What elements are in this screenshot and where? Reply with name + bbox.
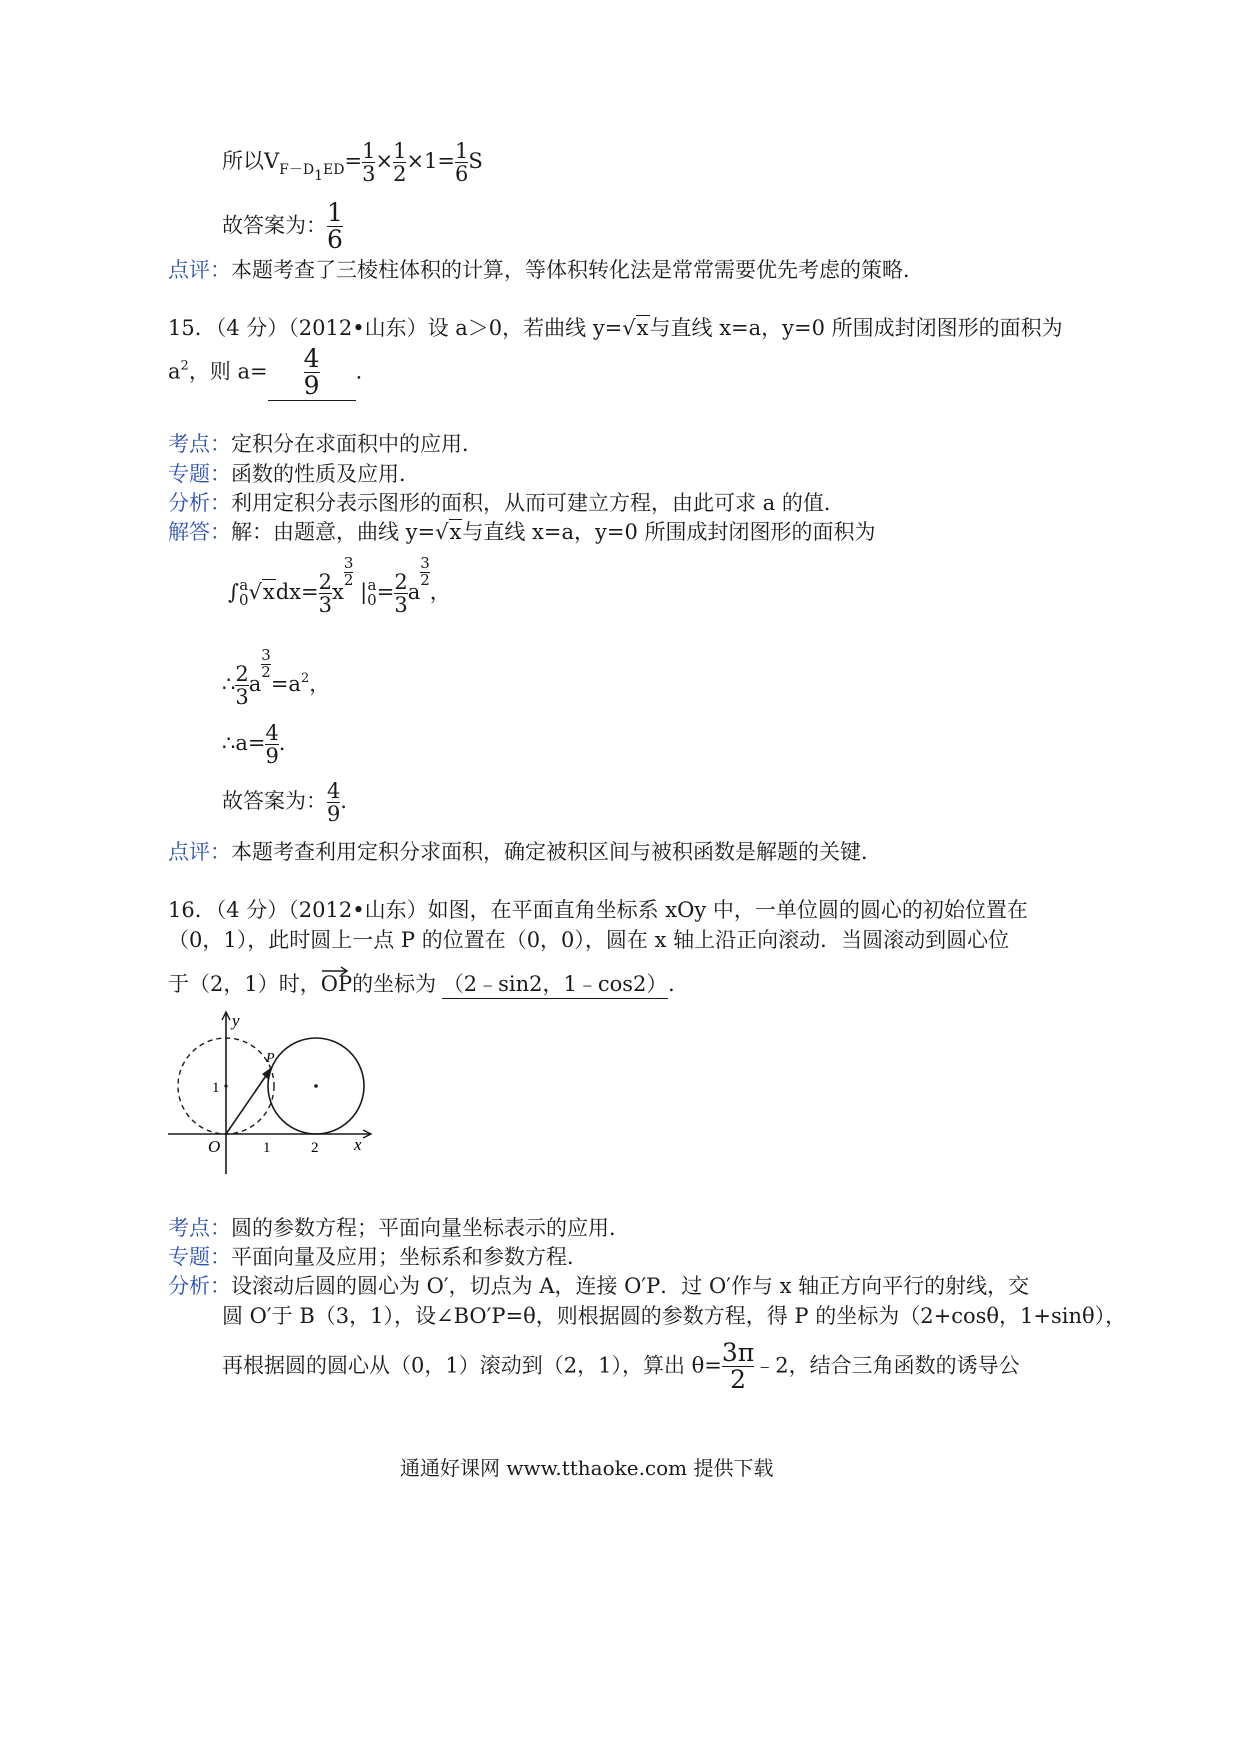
eq-sign: = <box>376 579 395 604</box>
dianping-text: 本题考查利用定积分求面积，确定被积区间与被积函数是解题的关键． <box>231 840 882 864</box>
vector-op-line <box>226 1067 272 1134</box>
q16-line3 <box>168 968 689 999</box>
numerator: 4 <box>327 779 341 803</box>
origin-label: O <box>208 1137 221 1156</box>
fraction <box>319 571 332 616</box>
volume-sub3: ED <box>323 162 345 179</box>
q15-kaodian <box>168 428 483 458</box>
numerator: 2 <box>394 569 408 594</box>
denominator: 9 <box>265 744 279 769</box>
q16-fenxi-line2: 圆 O′于 B（3，1），设∠BO′P=θ，则根据圆的参数方程，得 P 的坐标为（2+cosθ，1+sinθ）， <box>222 1304 1127 1328</box>
y-tick-1: 1 <box>212 1080 220 1096</box>
denominator: 3 <box>394 592 408 617</box>
lower-limit: 0 <box>367 591 377 610</box>
fenxi-label: 分析： <box>168 1274 231 1298</box>
denominator: 3 <box>362 162 376 187</box>
comma: ， <box>309 671 331 696</box>
numerator: 1 <box>393 139 407 163</box>
rolling-circle-figure <box>166 1008 381 1178</box>
q16-zhuanti <box>168 1241 588 1271</box>
integral-sign: ∫ <box>228 579 239 604</box>
integral-line: ∫ a 0 √xdx= $\frac{2}{3}$ x $\frac{3}{2}$ | a 0 = $\frac{2}{3}$ a $\frac{3}{2}$ ， <box>228 554 451 617</box>
numerator: 3π <box>721 1338 755 1367</box>
eq-a: =a <box>270 671 301 696</box>
kaodian-label: 考点： <box>168 1216 231 1240</box>
q15-line1: 15．（4 分）（2012•山东）设 a＞0，若曲线 y=√x与直线 x=a，y=0 所围成封闭图形的面积为 <box>168 316 1063 340</box>
period: ． <box>355 359 377 384</box>
numerator: 3 <box>343 554 354 572</box>
initial-center <box>224 1084 227 1087</box>
sqrt-x: x <box>636 316 649 340</box>
therefore-sign: ∴ <box>222 671 236 696</box>
prev-comment <box>168 254 924 284</box>
fenxi-text: 利用定积分表示图形的面积，从而可建立方程，由此可求 a 的值． <box>231 491 845 515</box>
q15-answer-line <box>222 780 361 825</box>
zhuanti-label: 专题： <box>168 462 231 486</box>
answer-blank <box>268 346 356 401</box>
q15-text-a: 15．（4 分）（2012•山东）设 a＞0，若曲线 y= <box>168 316 623 340</box>
volume-line <box>222 140 483 185</box>
fraction <box>265 722 278 767</box>
x-tick-2: 2 <box>311 1140 319 1156</box>
sqrt-x: x <box>449 520 462 544</box>
integral-limits <box>238 575 249 610</box>
q16-line1: 16．（4 分）（2012•山东）如图，在平面直角坐标系 xOy 中，一单位圆的圆心的初始位置在 <box>168 898 1028 922</box>
denominator: 2 <box>261 662 271 681</box>
page-footer: 通通好课网 www.tthaoke.com 提供下载 <box>400 1456 774 1480</box>
numerator: 1 <box>455 139 469 163</box>
x-var: x <box>332 579 344 604</box>
numerator: 4 <box>303 344 320 373</box>
zhuanti-text: 函数的性质及应用． <box>231 462 420 486</box>
q15-line2 <box>168 346 377 401</box>
answer-prefix: 故答案为： <box>222 789 327 814</box>
therefore-line-1 <box>222 648 330 708</box>
theta-fraction <box>722 1340 754 1394</box>
fenxi-text-1: 设滚动后圆的圆心为 O′，切点为 A，连接 O′P．过 O′作与 x 轴正方向平行的射线，交 <box>231 1274 1030 1298</box>
q15-jieda: 解答：解：由题意，曲线 y=√x与直线 x=a，y=0 所围成封闭图形的面积为 <box>168 520 876 544</box>
denominator: 2 <box>420 570 430 589</box>
point-p-label: P <box>266 1051 275 1066</box>
vector-op <box>321 972 352 996</box>
a-var: a <box>407 579 421 604</box>
denominator: 6 <box>327 225 343 255</box>
q16-text-a: 于（2，1）时， <box>168 972 321 996</box>
blank-fraction <box>304 346 320 400</box>
period: ． <box>668 972 690 996</box>
zhuanti-label: 专题： <box>168 1245 231 1269</box>
x-label: x <box>354 1135 362 1154</box>
zhuanti-text: 平面向量及应用；坐标系和参数方程． <box>231 1245 588 1269</box>
kaodian-text: 圆的参数方程；平面向量坐标表示的应用． <box>231 1216 630 1240</box>
numerator: 3 <box>261 646 271 664</box>
lower-limit: 0 <box>238 591 249 610</box>
q15-text-c: ，则 a= <box>188 359 268 384</box>
q15-text-b: 与直线 x=a，y=0 所围成封闭图形的面积为 <box>649 316 1063 340</box>
volume-sub2: 1 <box>314 168 324 185</box>
q15-fenxi <box>168 487 845 517</box>
fraction <box>394 571 407 616</box>
fenxi-text-3a: 再根据圆的圆心从（0，1）滚动到（2，1），算出 θ= <box>222 1353 722 1378</box>
a-var: a <box>248 671 262 696</box>
kaodian-label: 考点： <box>168 432 231 456</box>
q16-line2: （0，1），此时圆上一点 P 的位置在（0，0），圆在 x 轴上沿正向滚动．当圆滚动到圆心位 <box>168 928 1010 952</box>
numerator: 3 <box>420 554 430 572</box>
q16-fenxi-line3 <box>222 1340 1020 1394</box>
numerator: 2 <box>235 661 249 686</box>
period: ． <box>278 731 300 756</box>
denominator: 2 <box>343 570 354 589</box>
x-tick-1: 1 <box>263 1140 271 1156</box>
numerator: 1 <box>362 139 376 163</box>
numerator: 2 <box>318 569 332 594</box>
y-label: y <box>232 1011 240 1030</box>
period: ． <box>340 789 362 814</box>
numerator: 4 <box>265 721 279 745</box>
vector-label: OP <box>320 972 353 996</box>
exponent-fraction <box>420 556 430 589</box>
times-sign: ×1= <box>406 149 456 174</box>
therefore-a-eq: ∴a= <box>222 731 266 756</box>
comma: ， <box>429 579 451 604</box>
exponent-fraction <box>261 648 271 681</box>
exponent-fraction <box>344 556 354 589</box>
volume-sub: F－D <box>279 162 315 179</box>
denominator: 2 <box>393 162 407 187</box>
jieda-label: 解答： <box>168 520 231 544</box>
fraction <box>362 140 375 185</box>
fraction <box>235 663 248 708</box>
answer-fraction <box>327 780 340 825</box>
fraction <box>393 140 406 185</box>
denominator: 3 <box>235 684 249 709</box>
fraction <box>455 140 468 185</box>
denominator: 3 <box>318 592 332 617</box>
q15-dianping <box>168 836 882 866</box>
fenxi-label: 分析： <box>168 491 231 515</box>
numerator: 1 <box>327 198 343 227</box>
q16-kaodian <box>168 1212 630 1242</box>
a-var: a <box>168 359 181 384</box>
times-sign: × <box>375 149 394 174</box>
upper-limit: a <box>239 575 249 594</box>
dianping-label: 点评： <box>168 840 231 864</box>
denominator: 2 <box>722 1366 754 1393</box>
kaodian-text: 定积分在求面积中的应用． <box>231 432 483 456</box>
dx: dx= <box>275 579 319 604</box>
volume-prefix: 所以V <box>222 149 280 174</box>
answer-blank: （2﹣sin2，1﹣cos2） <box>442 968 668 999</box>
jieda-text-b: 与直线 x=a，y=0 所围成封闭图形的面积为 <box>462 520 876 544</box>
comment-label: 点评： <box>168 258 231 282</box>
s-symbol: S <box>468 149 483 174</box>
upper-limit: a <box>367 575 377 594</box>
q16-fenxi-line1 <box>168 1270 1029 1300</box>
eval-limits <box>367 575 377 610</box>
superscript: 2 <box>180 358 189 374</box>
rolled-center <box>314 1084 318 1088</box>
vector-arrow-icon <box>321 966 349 976</box>
comment-text: 本题考查了三棱柱体积的计算，等体积转化法是常常需要优先考虑的策略． <box>231 258 924 282</box>
answer-fraction <box>327 200 343 254</box>
therefore-line-2 <box>222 722 300 767</box>
fenxi-text-3b: ﹣2，结合三角函数的诱导公 <box>754 1353 1020 1378</box>
q15-zhuanti <box>168 458 420 488</box>
denominator: 6 <box>455 162 469 187</box>
jieda-text-a: 解：由题意，曲线 y= <box>231 520 436 544</box>
denominator: 9 <box>327 802 341 827</box>
eq-sign: = <box>344 149 363 174</box>
superscript: 2 <box>300 670 310 686</box>
prev-answer-line <box>222 200 343 254</box>
eval-bar: | <box>360 579 368 604</box>
sqrt-x: x <box>262 579 275 604</box>
q16-text-b: 的坐标为 <box>352 972 437 996</box>
answer-prefix: 故答案为： <box>222 213 327 238</box>
denominator: 9 <box>303 371 320 401</box>
